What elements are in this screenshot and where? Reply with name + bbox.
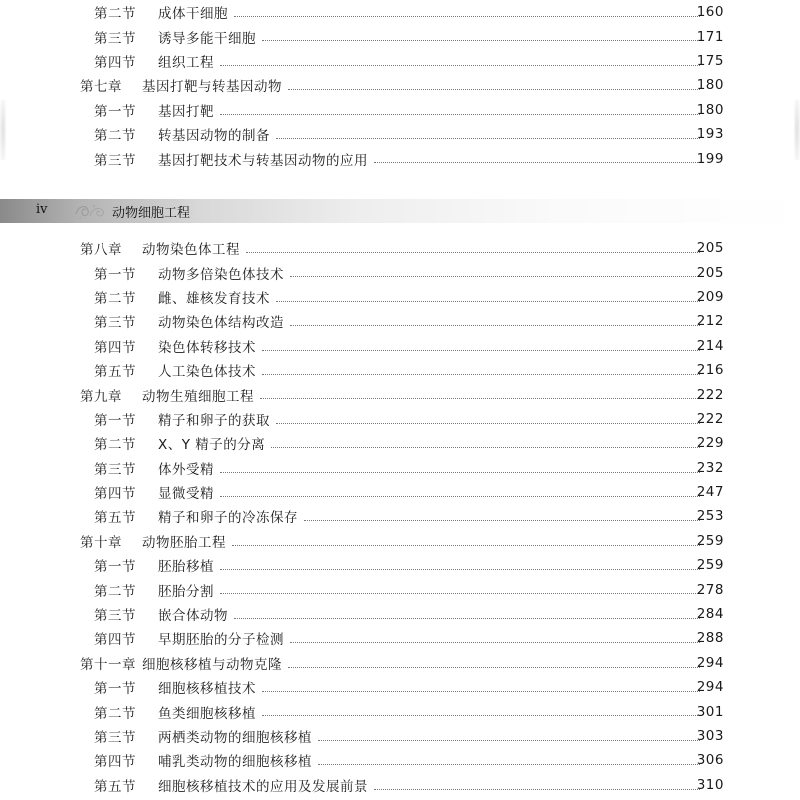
toc-entry-page: 284 (696, 606, 724, 623)
toc-entry-page: 222 (696, 410, 724, 427)
toc-leader-dots (262, 714, 700, 716)
toc-entry-title: 胚胎分割 (158, 583, 214, 600)
toc-leader-dots (276, 422, 700, 424)
toc-entry-page: 294 (696, 654, 724, 671)
toc-entry-number: 第一节 (94, 412, 136, 429)
toc-leader-dots (260, 397, 700, 399)
toc-entry-title: 哺乳类动物的细胞核移植 (158, 754, 312, 771)
toc-chapter-entry (0, 382, 800, 406)
toc-entry-page: 214 (696, 337, 724, 354)
toc-entry-title: 动物染色体结构改造 (158, 315, 284, 332)
toc-entry-title: 成体干细胞 (158, 6, 228, 23)
toc-leader-dots (262, 373, 700, 375)
toc-entry-number: 第一节 (94, 681, 136, 698)
toc-section-entry (0, 748, 800, 772)
toc-leader-dots (288, 666, 700, 668)
toc-entry-title: 显微受精 (158, 486, 214, 503)
toc-chapter-entry (0, 73, 800, 97)
toc-entry-title: 基因打靶技术与转基因动物的应用 (158, 152, 368, 169)
toc-chapter-entry (0, 651, 800, 675)
toc-leader-dots (262, 39, 700, 41)
toc-section-entry (0, 0, 800, 24)
toc-entry-page: 209 (696, 288, 724, 305)
toc-section-entry (0, 24, 800, 48)
toc-section-entry (0, 480, 800, 504)
running-header-page-number: iv (36, 202, 48, 217)
toc-entry-number: 第一节 (94, 559, 136, 576)
toc-entry-page: 253 (696, 508, 724, 525)
toc-section-entry (0, 577, 800, 601)
toc-entry-page: 306 (696, 752, 724, 769)
toc-entry-page: 303 (696, 728, 724, 744)
toc-section-entry (0, 407, 800, 431)
toc-entry-number: 第五节 (94, 510, 136, 527)
toc-leader-dots (288, 88, 700, 90)
toc-leader-dots (262, 349, 700, 351)
toc-entry-number: 第三节 (94, 608, 136, 625)
toc-entry-title: 体外受精 (158, 461, 214, 478)
toc-section-entry (0, 504, 800, 528)
toc-leader-dots (290, 275, 700, 277)
toc-entry-number: 第十章 (80, 534, 122, 551)
toc-entry-page: 212 (696, 313, 724, 330)
toc-entry-number: 第四节 (94, 54, 136, 71)
toc-entry-number: 第三节 (94, 30, 136, 47)
toc-leader-dots (220, 64, 700, 66)
toc-section-entry (0, 334, 800, 358)
toc-entry-page: 247 (696, 484, 724, 501)
toc-section-entry (0, 358, 800, 382)
toc-entry-page: 288 (696, 630, 724, 647)
toc-entry-page: 175 (696, 52, 724, 69)
toc-entry-title: 嵌合体动物 (158, 608, 228, 625)
toc-leader-dots (374, 161, 700, 163)
toc-leader-dots (276, 300, 700, 302)
toc-leader-dots (232, 544, 700, 546)
toc-entry-title: 组织工程 (158, 54, 214, 71)
toc-section-entry (0, 675, 800, 699)
toc-section-entry (0, 309, 800, 333)
toc-entry-page: 229 (696, 435, 724, 452)
toc-entry-title: 胚胎移植 (158, 559, 214, 576)
toc-entry-title: 早期胚胎的分子检测 (158, 632, 284, 649)
toc-entry-page: 222 (696, 386, 724, 403)
toc-entry-number: 第二节 (94, 128, 136, 145)
toc-entry-title: 染色体转移技术 (158, 339, 256, 356)
toc-entry-page: 205 (696, 264, 724, 281)
toc-entry-title: 基因打靶与转基因动物 (142, 79, 282, 96)
toc-entry-page: 259 (696, 557, 724, 574)
toc-section-entry (0, 260, 800, 284)
toc-entry-page: 199 (696, 150, 724, 167)
toc-entry-page: 294 (696, 679, 724, 696)
toc-section-entry (0, 456, 800, 480)
toc-entry-number: 第五节 (94, 364, 136, 381)
toc-entry-number: 第三节 (94, 152, 136, 169)
toc-top-block (0, 0, 800, 171)
toc-entry-page: 205 (696, 240, 724, 257)
toc-entry-title: 细胞核移植技术的应用及发展前景 (158, 778, 368, 795)
toc-leader-dots (220, 495, 700, 497)
toc-leader-dots (271, 446, 700, 448)
toc-leader-dots (220, 113, 700, 115)
toc-section-entry (0, 431, 800, 455)
toc-leader-dots (234, 15, 700, 17)
toc-leader-dots (246, 251, 700, 253)
toc-leader-dots (318, 739, 700, 741)
toc-entry-number: 第八章 (80, 242, 122, 259)
toc-entry-number: 第二节 (94, 6, 136, 23)
toc-entry-page: 301 (696, 703, 724, 720)
toc-leader-dots (290, 324, 700, 326)
toc-entry-page: 180 (696, 101, 724, 118)
toc-chapter-entry (0, 236, 800, 260)
toc-entry-title: 精子和卵子的获取 (158, 412, 270, 429)
toc-entry-title: 基因打靶 (158, 103, 214, 120)
toc-leader-dots (304, 519, 700, 521)
toc-chapter-entry (0, 529, 800, 553)
toc-entry-page: 310 (696, 776, 724, 793)
toc-entry-page: 193 (696, 126, 724, 143)
toc-leader-dots (220, 471, 700, 473)
toc-entry-title: 两栖类动物的细胞核移植 (158, 730, 312, 746)
toc-leader-dots (290, 641, 700, 643)
toc-entry-number: 第四节 (94, 339, 136, 356)
toc-entry-number: 第三节 (94, 461, 136, 478)
toc-entry-page: 278 (696, 581, 724, 598)
toc-entry-page: 171 (696, 28, 724, 45)
toc-entry-title: X、Y 精子的分离 (158, 437, 266, 454)
toc-entry-number: 第三节 (94, 730, 136, 746)
swirl-ornament-icon (72, 200, 108, 222)
toc-section-entry (0, 146, 800, 170)
toc-section-entry (0, 285, 800, 309)
toc-section-entry (0, 602, 800, 626)
toc-section-entry (0, 773, 800, 797)
toc-entry-number: 第五节 (94, 778, 136, 795)
toc-entry-title: 动物胚胎工程 (142, 534, 226, 551)
running-header (0, 199, 800, 223)
toc-entry-number: 第一节 (94, 103, 136, 120)
toc-leader-dots (262, 690, 700, 692)
toc-entry-number: 第二节 (94, 290, 136, 307)
toc-entry-number: 第四节 (94, 754, 136, 771)
toc-leader-dots (318, 763, 700, 765)
toc-entry-number: 第二节 (94, 437, 136, 454)
toc-entry-number: 第四节 (94, 632, 136, 649)
toc-entry-title: 精子和卵子的冷冻保存 (158, 510, 298, 527)
toc-entry-number: 第七章 (80, 79, 122, 96)
toc-entry-page: 259 (696, 532, 724, 549)
toc-entry-title: 转基因动物的制备 (158, 128, 270, 145)
toc-section-entry (0, 724, 800, 748)
toc-entry-page: 216 (696, 362, 724, 379)
toc-entry-number: 第二节 (94, 583, 136, 600)
toc-leader-dots (276, 137, 700, 139)
toc-entry-title: 细胞核移植与动物克隆 (142, 656, 282, 673)
toc-leader-dots (220, 568, 700, 570)
toc-entry-number: 第九章 (80, 388, 122, 405)
toc-entry-number: 第十一章 (80, 656, 136, 673)
toc-section-entry (0, 122, 800, 146)
toc-entry-number: 第三节 (94, 315, 136, 332)
toc-section-entry (0, 553, 800, 577)
toc-entry-title: 鱼类细胞核移植 (158, 705, 256, 722)
toc-entry-number: 第二节 (94, 705, 136, 722)
toc-leader-dots (234, 617, 700, 619)
toc-section-entry (0, 626, 800, 650)
toc-bottom-block (0, 236, 800, 797)
running-header-title: 动物细胞工程 (112, 206, 191, 221)
toc-leader-dots (374, 788, 700, 790)
toc-entry-title: 雌、雄核发育技术 (158, 290, 270, 307)
toc-entry-title: 人工染色体技术 (158, 364, 256, 381)
toc-section-entry (0, 98, 800, 122)
toc-entry-number: 第四节 (94, 486, 136, 503)
toc-leader-dots (220, 592, 700, 594)
toc-entry-title: 动物多倍染色体技术 (158, 266, 284, 283)
toc-entry-title: 细胞核移植技术 (158, 681, 256, 698)
toc-entry-title: 动物染色体工程 (142, 242, 240, 259)
toc-entry-number: 第一节 (94, 266, 136, 283)
toc-entry-page: 180 (696, 77, 724, 94)
toc-entry-title: 诱导多能干细胞 (158, 30, 256, 47)
toc-entry-page: 232 (696, 459, 724, 476)
toc-entry-page: 160 (696, 4, 724, 21)
toc-entry-title: 动物生殖细胞工程 (142, 388, 254, 405)
toc-section-entry (0, 49, 800, 73)
toc-section-entry (0, 699, 800, 723)
